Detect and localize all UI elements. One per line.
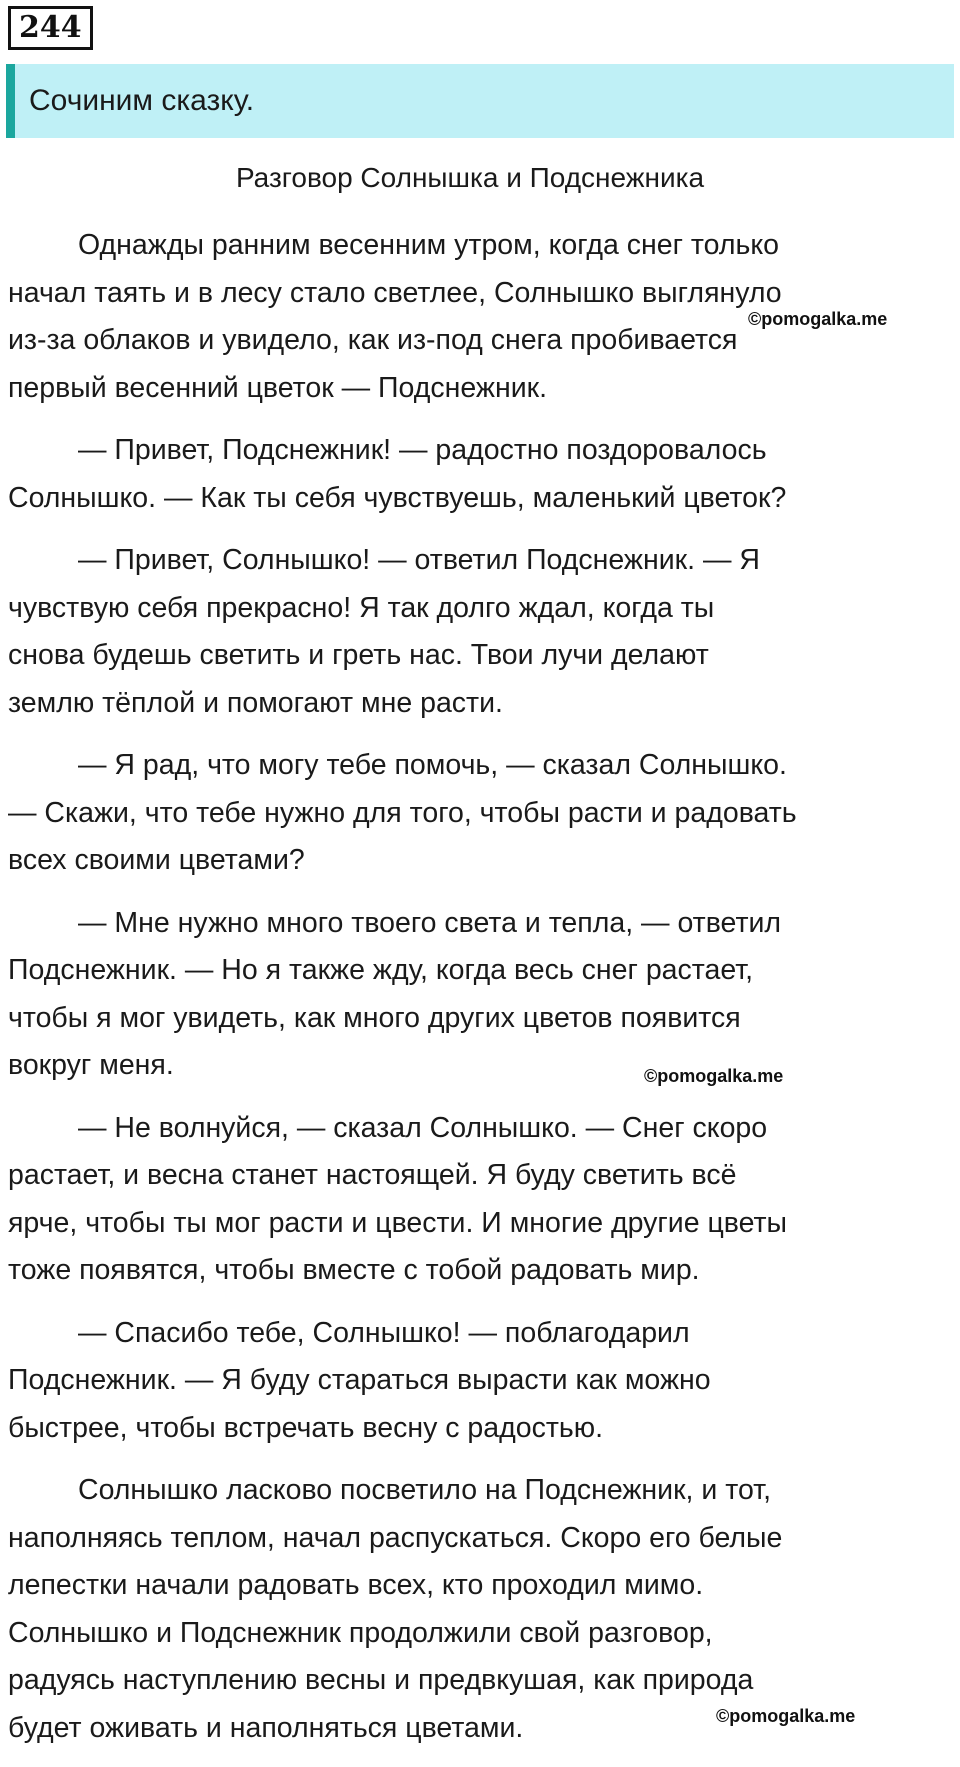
watermark: ©pomogalka.me	[716, 1706, 856, 1726]
task-text: Сочиним сказку.	[29, 84, 255, 117]
text-line: растает, и весна станет настоящей. Я буду светить всё	[8, 1159, 737, 1191]
story-paragraph	[8, 900, 908, 1090]
text-line: чувствую себя прекрасно! Я так долго ждал, когда ты	[8, 591, 715, 624]
text-line: Солнышко ласково посветило на Подснежник, и тот,	[78, 1474, 771, 1506]
text-line: лепестки начали радовать всех, кто проходил мимо.	[8, 1569, 704, 1601]
text-line: снова будешь светить и греть нас. Твои лучи делают	[8, 639, 709, 671]
story-title-text: Разговор Солнышка и Подснежника	[235, 162, 705, 193]
text-line: чтобы я мог увидеть, как много других цветов появится	[8, 1001, 741, 1034]
text-line: вокруг меня.	[8, 1049, 174, 1081]
text-line: начал таять и в лесу стало светлее, Солнышко выглянуло	[8, 276, 782, 309]
text-line: всех своими цветами?	[8, 844, 305, 876]
text-line: — Спасибо тебе, Солнышко! — поблагодарил	[78, 1316, 690, 1349]
story-paragraph	[8, 537, 908, 727]
watermark: ©pomogalka.me	[644, 1066, 784, 1086]
text-line: — Привет, Подснежник! — радостно поздоровалось	[78, 434, 767, 466]
text-line: наполняясь теплом, начал распускаться. Скоро его белые	[8, 1521, 783, 1554]
text-line: Солнышко и Подснежник продолжили свой разговор,	[8, 1616, 713, 1649]
text-line: радуясь наступлению весны и предвкушая, как природа	[8, 1664, 754, 1696]
text-line: Подснежник. — Но я также жду, когда весь снег растает,	[8, 954, 754, 986]
watermark: ©pomogalka.me	[748, 309, 888, 329]
story-body	[8, 222, 908, 1767]
text-line: первый весенний цветок — Подснежник.	[8, 371, 548, 404]
story-paragraph	[8, 427, 908, 522]
text-line: Солнышко. — Как ты себя чувствуешь, маленький цветок?	[8, 481, 787, 514]
text-line: тоже появятся, чтобы вместе с тобой радовать мир.	[8, 1254, 700, 1286]
story-paragraph	[8, 1310, 908, 1453]
text-line: — Я рад, что могу тебе помочь, — сказал Солнышко.	[78, 749, 787, 781]
story-paragraph	[8, 1105, 908, 1295]
text-line: ярче, чтобы ты мог расти и цвести. И многие другие цветы	[8, 1206, 788, 1239]
text-line: — Мне нужно много твоего света и тепла, — ответил	[78, 906, 782, 939]
story-paragraph	[8, 742, 908, 885]
task-banner	[6, 64, 954, 138]
text-line: Подснежник. — Я буду стараться вырасти как можно	[8, 1364, 711, 1396]
exercise-number: 244	[8, 6, 93, 50]
text-line: быстрее, чтобы встречать весну с радостью.	[8, 1411, 604, 1444]
text-line: Однажды ранним весенним утром, когда снег только	[78, 229, 779, 261]
text-line: землю тёплой и помогают мне расти.	[8, 686, 503, 719]
text-line: из-за облаков и увидело, как из-под снега пробивается	[8, 324, 738, 356]
text-line: — Не волнуйся, — сказал Солнышко. — Снег скоро	[78, 1111, 768, 1144]
story-title	[0, 156, 960, 200]
text-line: будет оживать и наполняться цветами.	[8, 1711, 524, 1744]
text-line: — Привет, Солнышко! — ответил Подснежник. — Я	[78, 544, 760, 576]
text-line: — Скажи, что тебе нужно для того, чтобы расти и радовать	[8, 796, 797, 829]
